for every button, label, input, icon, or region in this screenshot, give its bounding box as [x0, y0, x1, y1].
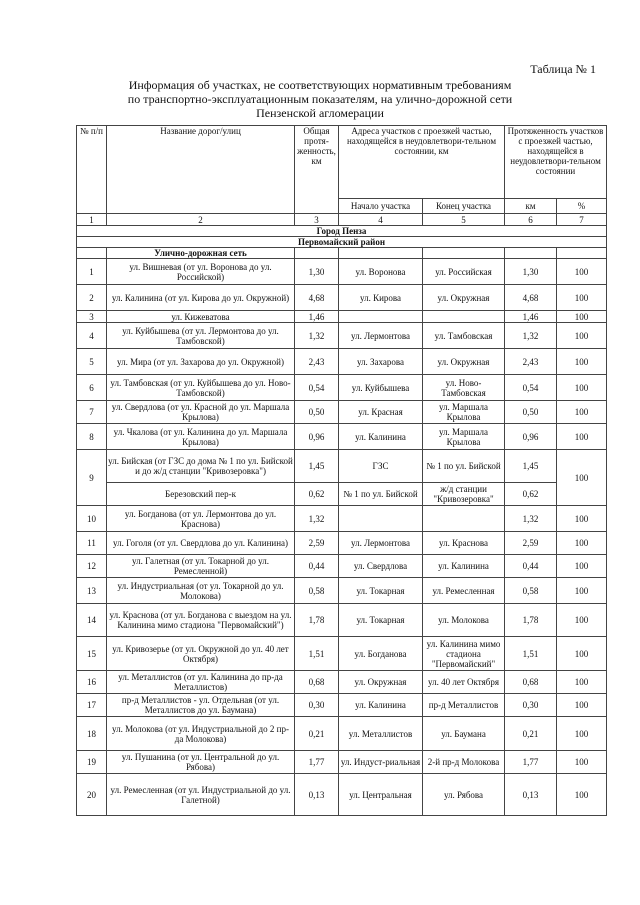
header-name: Название дорог/улиц: [107, 126, 295, 214]
segment-start: ул. Калинина: [339, 424, 423, 450]
segment-end: ул. Тамбовская: [423, 323, 505, 349]
header-length: Общая протя-женность, км: [295, 126, 339, 214]
segment-percent: 100: [557, 578, 607, 604]
segment-end: ул. Рябова: [423, 774, 505, 816]
document-title: [0, 78, 640, 120]
total-length: 2,43: [295, 349, 339, 375]
road-name: ул. Кижеватова: [107, 311, 295, 323]
segment-end: ул. Молокова: [423, 604, 505, 637]
row-number: 13: [77, 578, 107, 604]
header-num: № п/п: [77, 126, 107, 214]
segment-end: пр-д Металлистов: [423, 694, 505, 717]
segment-end: ул. Маршала Крылова: [423, 424, 505, 450]
segment-start: ул. Лермонтова: [339, 532, 423, 555]
segment-percent: 100: [557, 259, 607, 285]
total-length: 1,32: [295, 506, 339, 532]
segment-percent: 100: [557, 751, 607, 774]
table-row: [77, 349, 607, 375]
table-row: [77, 717, 607, 751]
table-row: [77, 604, 607, 637]
row-number: 11: [77, 532, 107, 555]
row-number: 16: [77, 671, 107, 694]
col-number: 1: [77, 214, 107, 226]
segment-start: ул. Лермонтова: [339, 323, 423, 349]
segment-start: ул. Свердлова: [339, 555, 423, 578]
road-name: ул. Тамбовская (от ул. Куйбышева до ул. Ново-Тамбовской): [107, 375, 295, 401]
row-number: 7: [77, 401, 107, 424]
row-number: 8: [77, 424, 107, 450]
table-row: [77, 375, 607, 401]
title-line-1: Информация об участках, не соответствующих нормативным требованиям: [128, 78, 512, 92]
segment-start: ул. Токарная: [339, 604, 423, 637]
segment-start: ул. Воронова: [339, 259, 423, 285]
segment-start: ул. Центральная: [339, 774, 423, 816]
segment-end: ул. Ремесленная: [423, 578, 505, 604]
table-row: [77, 532, 607, 555]
total-length: 0,54: [295, 375, 339, 401]
row-number: 14: [77, 604, 107, 637]
total-length: 0,44: [295, 555, 339, 578]
segment-start: ГЗС: [339, 450, 423, 483]
row-number: 9: [77, 450, 107, 506]
table-row: [77, 424, 607, 450]
segment-end: ул. Российская: [423, 259, 505, 285]
road-name: Березовский пер-к: [107, 483, 295, 506]
road-name: ул. Краснова (от ул. Богданова с выездом на ул. Калинина мимо стадиона "Первомайский"): [107, 604, 295, 637]
segment-end: ул. Калинина: [423, 555, 505, 578]
segment-percent: 100: [557, 285, 607, 311]
row-number: 12: [77, 555, 107, 578]
road-name: ул. Гоголя (от ул. Свердлова до ул. Калинина): [107, 532, 295, 555]
segment-end: [423, 311, 505, 323]
segment-percent: 100: [557, 424, 607, 450]
segment-end: ул. Ново-Тамбовская: [423, 375, 505, 401]
total-length: 1,32: [295, 323, 339, 349]
segment-percent: 100: [557, 671, 607, 694]
row-number: 4: [77, 323, 107, 349]
col-number: 6: [505, 214, 557, 226]
segment-km: 1,32: [505, 323, 557, 349]
segment-start: ул. Куйбышева: [339, 375, 423, 401]
segment-km: 2,59: [505, 532, 557, 555]
segment-km: 4,68: [505, 285, 557, 311]
segment-start: ул. Металлистов: [339, 717, 423, 751]
road-name: ул. Молокова (от ул. Индустриальной до 2 пр-да Молокова): [107, 717, 295, 751]
col-number: 5: [423, 214, 505, 226]
segment-percent: 100: [557, 604, 607, 637]
segment-km: 0,58: [505, 578, 557, 604]
road-name: ул. Мира (от ул. Захарова до ул. Окружной): [107, 349, 295, 375]
city-heading: Город Пенза: [77, 226, 607, 237]
segment-km: 1,45: [505, 450, 557, 483]
segment-km: 0,54: [505, 375, 557, 401]
header-addresses: Адреса участков с проезжей частью, находящейся в неудовлетвори-тельном состоянии, км: [339, 126, 505, 199]
row-number: 1: [77, 259, 107, 285]
total-length: 0,30: [295, 694, 339, 717]
segment-end: ул. Краснова: [423, 532, 505, 555]
table-row: [77, 285, 607, 311]
segment-end: ул. Калинина мимо стадиона "Первомайский": [423, 637, 505, 671]
total-length: 1,78: [295, 604, 339, 637]
segment-km: 1,46: [505, 311, 557, 323]
segment-km: 0,50: [505, 401, 557, 424]
total-length: 1,30: [295, 259, 339, 285]
header-end: Конец участка: [423, 199, 505, 214]
road-name: ул. Индустриальная (от ул. Токарной до ул. Молокова): [107, 578, 295, 604]
table-row: [77, 323, 607, 349]
segment-end: ул. Окружная: [423, 285, 505, 311]
segment-start: [339, 506, 423, 532]
segment-percent: 100: [557, 311, 607, 323]
segment-start: № 1 по ул. Бийской: [339, 483, 423, 506]
segment-start: ул. Индуст-риальная: [339, 751, 423, 774]
col-number: 2: [107, 214, 295, 226]
segment-km: 0,30: [505, 694, 557, 717]
segment-percent: 100: [557, 532, 607, 555]
road-name: ул. Пушанина (от ул. Центральной до ул. Рябова): [107, 751, 295, 774]
segment-percent: 100: [557, 717, 607, 751]
table-number: Таблица № 1: [530, 62, 596, 76]
row-number: 6: [77, 375, 107, 401]
district-heading: Первомайский район: [77, 237, 607, 248]
table-row: [77, 450, 607, 483]
segment-percent: 100: [557, 555, 607, 578]
section-heading: Улично-дорожная сеть: [107, 248, 295, 259]
segment-start: ул. Окружная: [339, 671, 423, 694]
row-number: 10: [77, 506, 107, 532]
segment-km: 0,44: [505, 555, 557, 578]
total-length: 0,50: [295, 401, 339, 424]
table-row: [77, 555, 607, 578]
segment-percent: 100: [557, 637, 607, 671]
total-length: 1,51: [295, 637, 339, 671]
total-length: 0,58: [295, 578, 339, 604]
total-length: 0,13: [295, 774, 339, 816]
segment-start: ул. Богданова: [339, 637, 423, 671]
segment-start: [339, 311, 423, 323]
segment-km: 1,77: [505, 751, 557, 774]
header-start: Начало участка: [339, 199, 423, 214]
segment-end: ж/д станции "Кривозеровка": [423, 483, 505, 506]
total-length: 1,46: [295, 311, 339, 323]
table-row: [77, 637, 607, 671]
total-length: 4,68: [295, 285, 339, 311]
road-name: ул. Галетная (от ул. Токарной до ул. Ремесленной): [107, 555, 295, 578]
segment-km: 1,32: [505, 506, 557, 532]
segment-start: ул. Красная: [339, 401, 423, 424]
segment-end: 2-й пр-д Молокова: [423, 751, 505, 774]
segment-percent: 100: [557, 506, 607, 532]
segment-percent: 100: [557, 401, 607, 424]
road-name: ул. Свердлова (от ул. Красной до ул. Маршала Крылова): [107, 401, 295, 424]
segment-percent: 100: [557, 694, 607, 717]
total-length: 2,59: [295, 532, 339, 555]
segment-km: 0,13: [505, 774, 557, 816]
segment-km: 0,96: [505, 424, 557, 450]
segment-percent: 100: [557, 323, 607, 349]
table-row: [77, 671, 607, 694]
table-row: [77, 751, 607, 774]
segment-start: ул. Токарная: [339, 578, 423, 604]
segment-km: 1,30: [505, 259, 557, 285]
table-row: [77, 578, 607, 604]
total-length: 0,68: [295, 671, 339, 694]
header-pct: %: [557, 199, 607, 214]
table-row: [77, 401, 607, 424]
roads-table: [76, 125, 607, 816]
header-km: км: [505, 199, 557, 214]
table-row: [77, 774, 607, 816]
segment-start: ул. Захарова: [339, 349, 423, 375]
col-number: 7: [557, 214, 607, 226]
row-number: 3: [77, 311, 107, 323]
column-number-row: [77, 214, 607, 226]
road-name: ул. Ремесленная (от ул. Индустриальной до ул. Галетной): [107, 774, 295, 816]
segment-km: 0,62: [505, 483, 557, 506]
title-line-3: Пензенской агломерации: [256, 106, 384, 120]
segment-end: [423, 506, 505, 532]
segment-end: № 1 по ул. Бийской: [423, 450, 505, 483]
table-row: [77, 259, 607, 285]
road-name: ул. Металлистов (от ул. Калинина до пр-да Металлистов): [107, 671, 295, 694]
road-name: ул. Богданова (от ул. Лермонтова до ул. Краснова): [107, 506, 295, 532]
segment-km: 0,68: [505, 671, 557, 694]
segment-end: ул. 40 лет Октября: [423, 671, 505, 694]
segment-percent: 100: [557, 349, 607, 375]
segment-km: 1,78: [505, 604, 557, 637]
segment-percent: 100: [557, 375, 607, 401]
segment-km: 1,51: [505, 637, 557, 671]
total-length: 1,45: [295, 450, 339, 483]
segment-end: ул. Баумана: [423, 717, 505, 751]
title-line-2: по транспортно-эксплуатационным показателям, на улично-дорожной сети: [127, 92, 513, 106]
total-length: 0,62: [295, 483, 339, 506]
segment-km: 0,21: [505, 717, 557, 751]
total-length: 0,21: [295, 717, 339, 751]
road-name: ул. Вишневая (от ул. Воронова до ул. Российской): [107, 259, 295, 285]
segment-km: 2,43: [505, 349, 557, 375]
segment-percent: 100: [557, 774, 607, 816]
table-row: [77, 506, 607, 532]
road-name: ул. Калинина (от ул. Кирова до ул. Окружной): [107, 285, 295, 311]
segment-percent: 100: [557, 450, 607, 506]
row-number: 17: [77, 694, 107, 717]
road-name: пр-д Металлистов - ул. Отдельная (от ул. Металлистов до ул. Баумана): [107, 694, 295, 717]
segment-end: ул. Окружная: [423, 349, 505, 375]
table-row: [77, 483, 607, 506]
road-name: ул. Кривозерье (от ул. Окружной до ул. 40 лет Октября): [107, 637, 295, 671]
segment-end: ул. Маршала Крылова: [423, 401, 505, 424]
table-row: [77, 311, 607, 323]
row-number: 5: [77, 349, 107, 375]
road-name: ул. Куйбышева (от ул. Лермонтова до ул. Тамбовской): [107, 323, 295, 349]
road-name: ул. Чкалова (от ул. Калинина до ул. Маршала Крылова): [107, 424, 295, 450]
row-number: 20: [77, 774, 107, 816]
row-number: 19: [77, 751, 107, 774]
col-number: 3: [295, 214, 339, 226]
table-row: [77, 694, 607, 717]
row-number: 15: [77, 637, 107, 671]
col-number: 4: [339, 214, 423, 226]
total-length: 0,96: [295, 424, 339, 450]
segment-start: ул. Калинина: [339, 694, 423, 717]
road-name: ул. Бийская (от ГЗС до дома № 1 по ул. Бийской и до ж/д станции "Кривозеровка"): [107, 450, 295, 483]
row-number: 18: [77, 717, 107, 751]
total-length: 1,77: [295, 751, 339, 774]
segment-start: ул. Кирова: [339, 285, 423, 311]
header-extent: Протяженность участков с проезжей частью, находящейся в неудовлетвори-тельном состоянии: [505, 126, 607, 199]
row-number: 2: [77, 285, 107, 311]
